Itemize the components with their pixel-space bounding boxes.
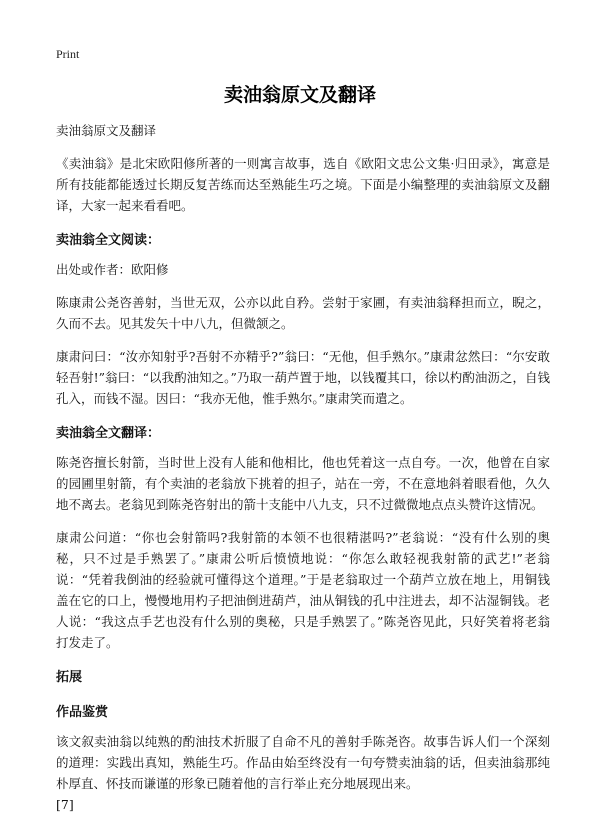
appreciation-paragraph: 该文叙卖油翁以纯熟的酌油技术折服了自命不凡的善射手陈尧咨。故事告诉人们一个深刻的道理：实践出真知，熟能生巧。作品由始至终没有一句夸赞卖油翁的话，但卖油翁那纯朴厚直、怀技而谦谨的形象已随着他的言行举止充分地展现出来。 xyxy=(56,734,550,791)
original-paragraph-2: 康肃问曰：“汝亦知射乎?吾射不亦精乎?”翁曰：“无他，但手熟尔。”康肃忿然曰：“尔安敢轻吾射!”翁曰：“以我酌油知之。”乃取一葫芦置于地，以钱覆其口，徐以杓酌油沥之，自钱孔入，而钱不湿。因曰：“我亦无他，惟手熟尔。”康肃笑而遣之。 xyxy=(56,349,550,406)
extend-heading: 拓展 xyxy=(56,670,83,685)
page-title: 卖油翁原文及翻译 xyxy=(223,84,376,106)
translation-heading: 卖油翁全文翻译： xyxy=(56,426,161,441)
article-subtitle: 卖油翁原文及翻译 xyxy=(56,123,157,138)
translation-paragraph-1: 陈尧咨擅长射箭，当时世上没有人能和他相比，他也凭着这一点自夸。一次，他曾在自家的园圃里射箭，有个卖油的老翁放下挑着的担子，站在一旁，不在意地斜着眼看他，久久地不离去。老翁见到陈尧咨射出的箭十支能中八九支，只不过微微地点点头赞许这情况。 xyxy=(56,455,550,512)
original-heading: 卖油翁全文阅读： xyxy=(56,233,161,248)
translation-paragraph-2: 康肃公问道：“你也会射箭吗?我射箭的本领不也很精湛吗?”老翁说：“没有什么别的奥秘，只不过是手熟罢了。”康肃公听后愤愤地说：“你怎么敢轻视我射箭的武艺!”老翁说：“凭着我倒油的经验就可懂得这个道理。”于是老翁取过一个葫芦立放在地上，用铜钱盖在它的口上，慢慢地用杓子把油倒进葫芦，油从铜钱的孔中注进去，却不沾湿铜钱。老人说：“我这点手艺也没有什么别的奥秘，只是手熟罢了。”陈尧咨见此，只好笑着将老翁打发走了。 xyxy=(56,530,550,650)
appreciation-heading: 作品鉴赏 xyxy=(56,705,109,720)
intro-paragraph: 《卖油翁》是北宋欧阳修所著的一则寓言故事，选自《欧阳文忠公文集·归田录》，寓意是所有技能都能透过长期反复苦练而达至熟能生巧之境。下面是小编整理的卖油翁原文及翻译，大家一起来看看吧。 xyxy=(56,156,550,213)
print-label[interactable]: Print xyxy=(56,47,80,61)
original-paragraph-1: 陈康肃公尧咨善射，当世无双，公亦以此自矜。尝射于家圃，有卖油翁释担而立，睨之，久而不去。见其发矢十中八九，但微颔之。 xyxy=(56,295,550,331)
source-line: 出处或作者：欧阳修 xyxy=(56,262,169,277)
footnote-ref[interactable]: [7] xyxy=(56,797,74,812)
article-body xyxy=(56,120,550,815)
